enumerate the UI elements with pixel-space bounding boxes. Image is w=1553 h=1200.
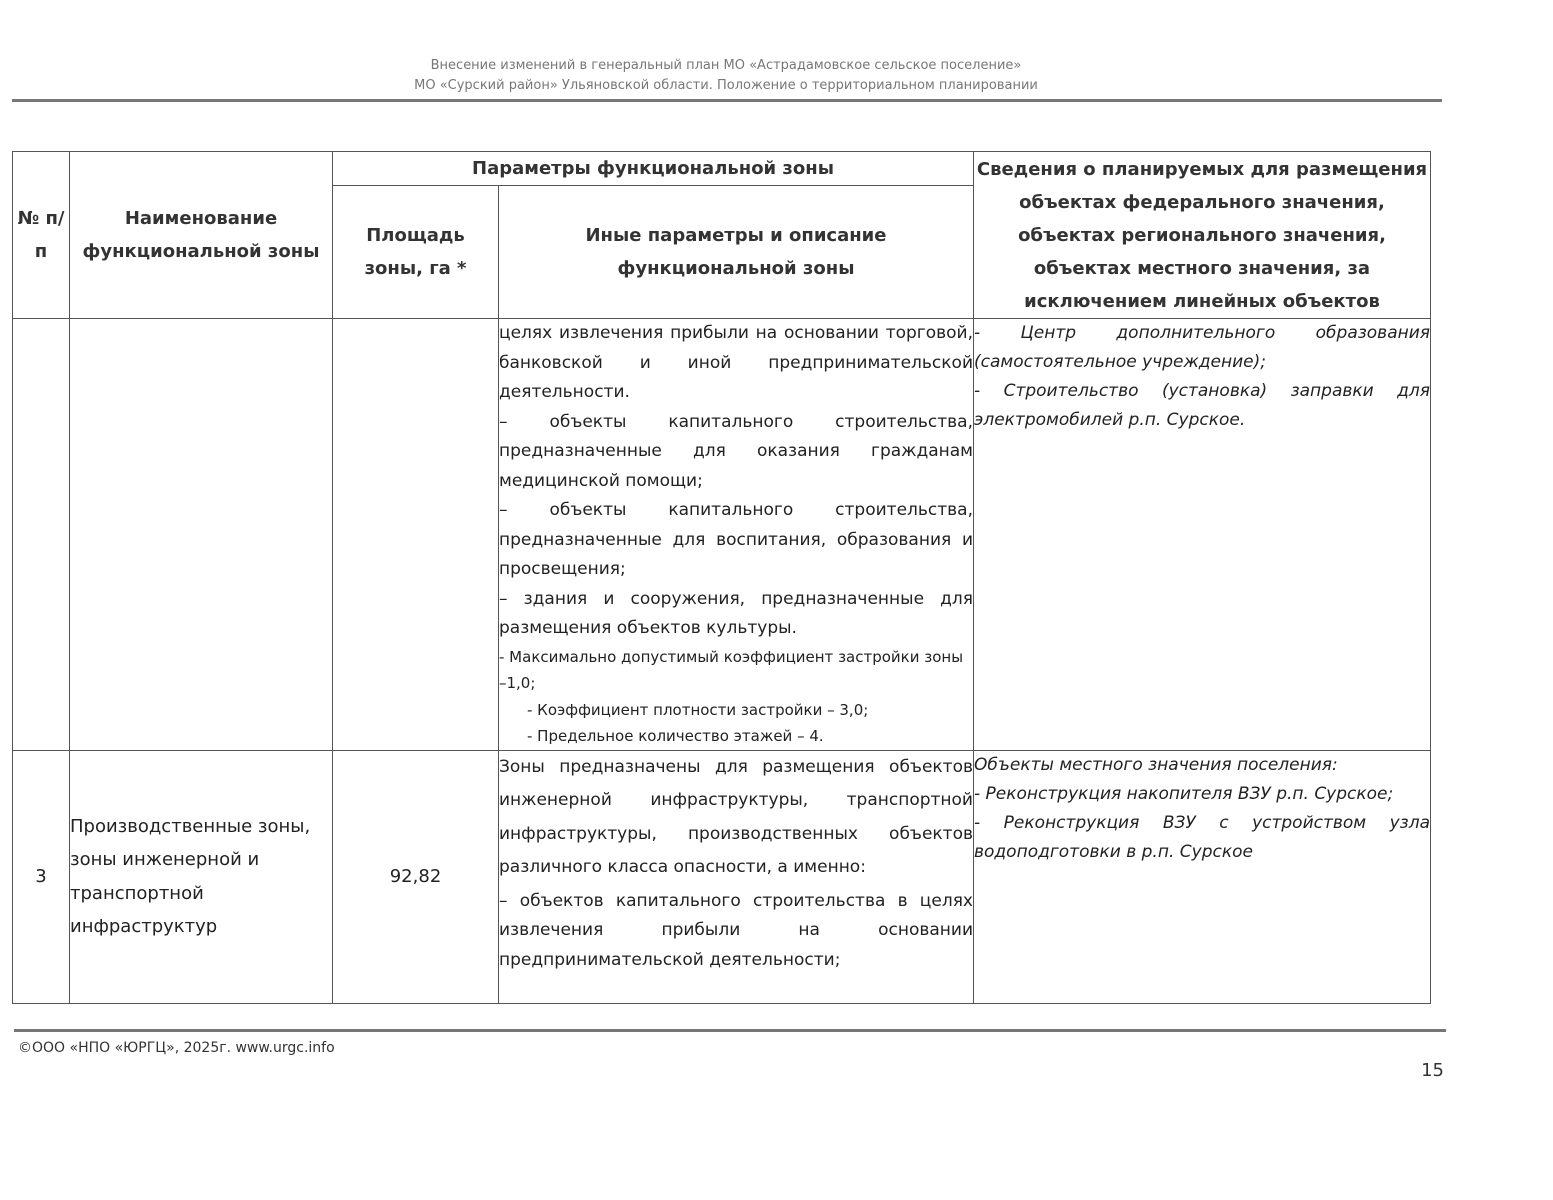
header-area: Площадь зоны, га * — [333, 186, 499, 319]
objects-line: - Центр дополнительного образования (самостоятельное учреждение); — [974, 323, 1430, 372]
description-paragraph: Зоны предназначены для размещения объектов инженерной инфраструктуры, транспортной инфраструктуры, производственных объектов различного класса опасности, а именно: — [499, 756, 973, 877]
header-number: № п/п — [13, 152, 70, 319]
table-row — [13, 750, 1431, 1003]
running-header — [12, 56, 1440, 96]
objects-line: Объекты местного значения поселения: — [974, 754, 1338, 775]
objects-line: - Реконструкция ВЗУ с устройством узла водоподготовки в р.п. Сурское — [974, 812, 1430, 862]
parameter-line: - Максимально допустимый коэффициент застройки зоны –1,0; — [499, 647, 964, 692]
row-description — [499, 319, 974, 751]
row-number — [13, 319, 70, 751]
description-parameters — [499, 644, 973, 750]
row-description — [499, 750, 974, 1003]
objects-line: - Реконструкция накопителя ВЗУ р.п. Сурское; — [974, 783, 1394, 804]
row-number: 3 — [13, 750, 70, 1003]
footer-rule — [14, 1029, 1446, 1032]
row-objects — [974, 319, 1431, 751]
copyright: ©ООО «НПО «ЮРГЦ», 2025г. www.urgc.info — [18, 1040, 335, 1056]
row-area: 92,82 — [333, 750, 499, 1003]
description-paragraph: – объектов капитального строительства в целях извлечения прибыли на основании предпринимательской деятельности; — [499, 890, 973, 970]
page-number: 15 — [1421, 1060, 1444, 1081]
header-rule — [12, 99, 1442, 102]
header-other-params: Иные параметры и описание функциональной зоны — [499, 186, 974, 319]
row-zone-name — [70, 319, 333, 751]
header-line-1: Внесение изменений в генеральный план МО «Астрадамовское сельское поселение» — [430, 58, 1022, 73]
objects-line: - Строительство (установка) заправки для электромобилей р.п. Сурское. — [974, 381, 1430, 430]
table-header-row — [13, 152, 1431, 186]
description-paragraph: – здания и сооружения, предназначенные для размещения объектов культуры. — [499, 588, 973, 638]
description-paragraph: – объекты капитального строительства, предназначенные для воспитания, образования и просвещения; — [499, 500, 973, 579]
header-line-2: МО «Сурский район» Ульяновской области. Положение о территориальном планировании — [414, 78, 1038, 93]
header-zone-name: Наименование функциональной зоны — [70, 152, 333, 319]
row-zone-name: Производственные зоны, зоны инженерной и транспортной инфраструктур — [70, 750, 333, 1003]
description-paragraph: – объекты капитального строительства, предназначенные для оказания гражданам медицинской помощи; — [499, 411, 973, 491]
row-objects — [974, 750, 1431, 1003]
row-area — [333, 319, 499, 751]
header-objects: Сведения о планируемых для размещения объектах федерального значения, объектах регионального значения, объектах местного значения, за исключением линейных объектов — [974, 152, 1431, 319]
header-params-group: Параметры функциональной зоны — [333, 152, 974, 186]
table-row — [13, 319, 1431, 751]
functional-zones-table — [12, 151, 1431, 1004]
parameter-line: - Коэффициент плотности застройки – 3,0; — [527, 700, 869, 719]
parameter-line: - Предельное количество этажей – 4. — [527, 727, 824, 745]
description-paragraph: целях извлечения прибыли на основании торговой, банковской и иной предпринимательской деятельности. — [499, 323, 973, 402]
